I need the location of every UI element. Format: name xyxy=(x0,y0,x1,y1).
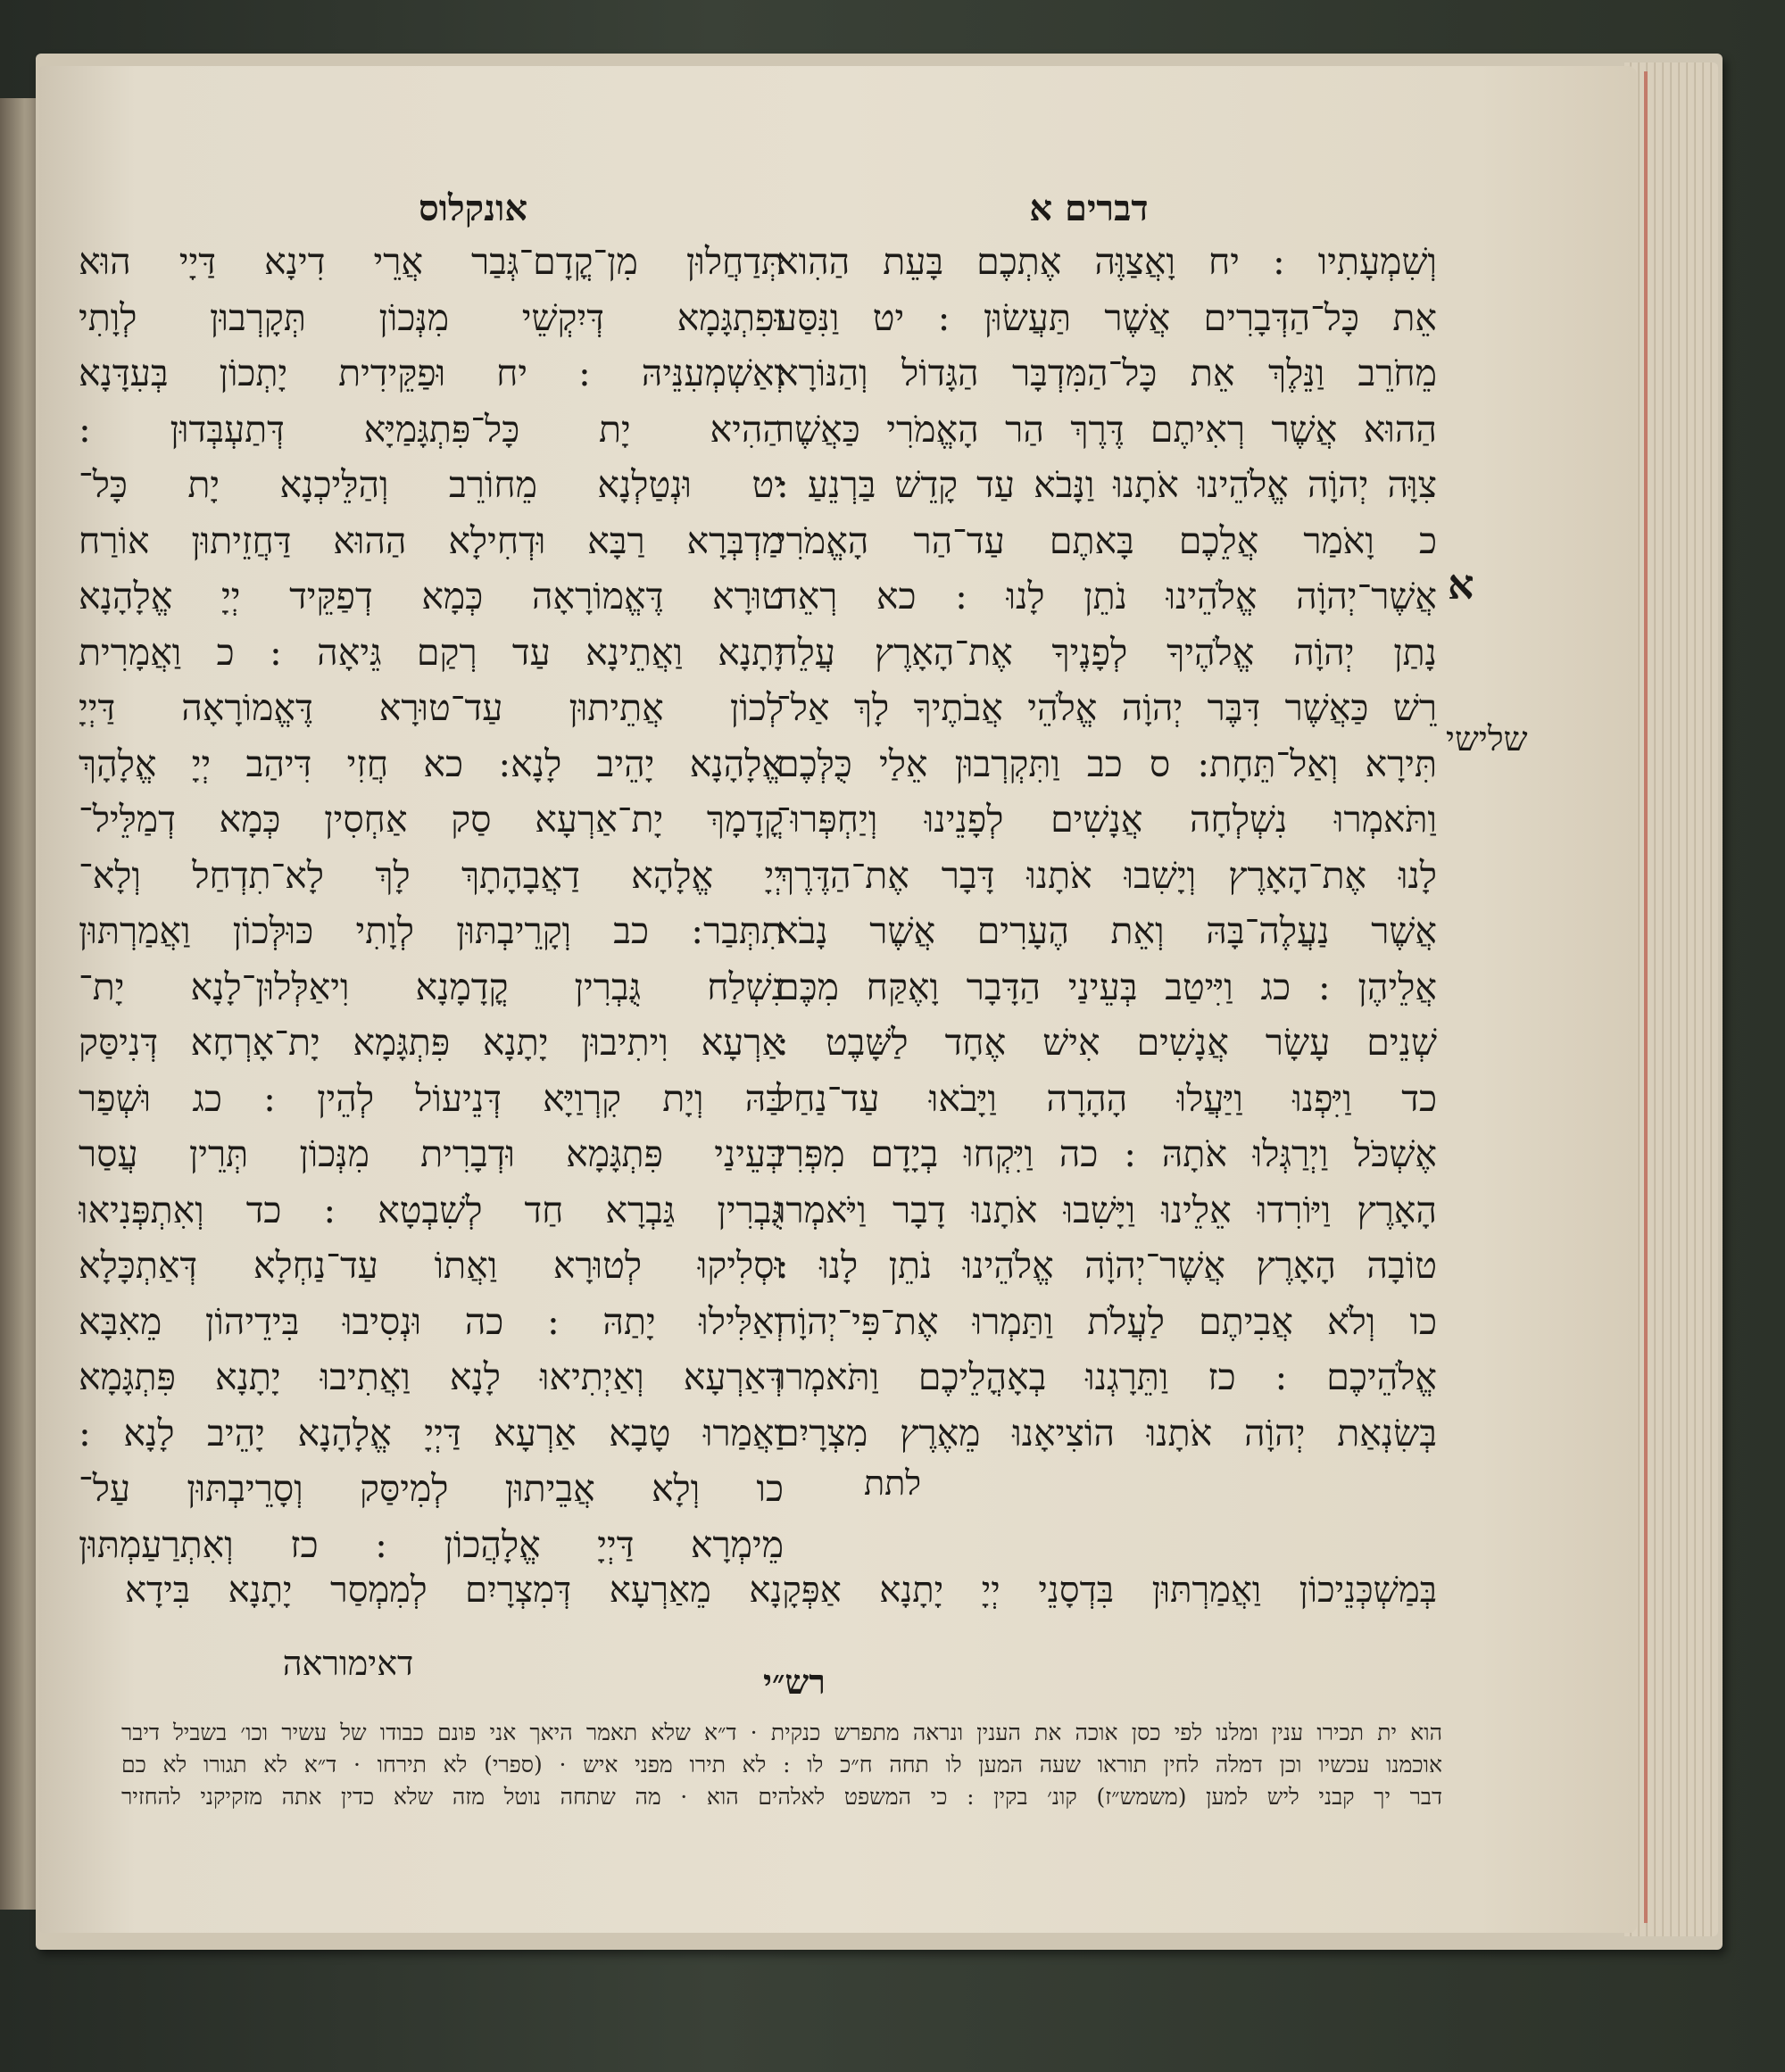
running-header-book: דברים א xyxy=(1029,187,1149,229)
rashi-line: אוכמנו עכשיו וכן דמלה לחין תוראו שעה המען לו תחה ח״כ לו : לא תירו מפני איש · (ספרי) לא תירחו · ד״א לא תגורו לא כם xyxy=(121,1752,1442,1778)
onkelos-line: הַהִיא יָת כָּל־פִּתְגָּמַיָּא דְּתַעְבְּדוּן : xyxy=(79,407,784,451)
torah-line: אֲלֵיהֶן : כג וַיִּיטַב בְּעֵינַי הַדָּבָר וָאֶקַּח מִכֶּם xyxy=(776,965,1437,1008)
torah-line: לָנוּ אֶת־הָאָרֶץ וְיָשִׁבוּ אֹתָנוּ דָּבָר אֶת־הַדֶּרֶךְ xyxy=(776,853,1437,897)
margin-aliyah-marker: שלישי xyxy=(1446,719,1528,758)
red-edge-line xyxy=(1644,71,1648,1923)
onkelos-line: וּפִתְגָּמָא דְּיִקְשֵׁי מִנְּכוֹן תְּקָרְבוּן לְוָתִי xyxy=(79,295,784,339)
onkelos-line: טוּרָא דֶּאֱמוֹרָאָה כְּמָא דְפַקֵּיד יְיָ אֱלָהָנָא xyxy=(79,575,784,617)
onkelos-line: יט וּנְטַלְנָא מֵחוֹרֵב וְהַלֵּיכְנָא יָת כָּל־ xyxy=(79,463,784,506)
torah-line: טוֹבָה הָאָרֶץ אֲשֶׁר־יְהוָֹה אֱלֹהֵינוּ נֹתֵן לָנוּ : xyxy=(776,1244,1437,1287)
onkelos-column xyxy=(79,234,784,1572)
torah-line: תִּירָא וְאַל־תֵּחָת: ס כב וַתִּקְרְבוּן אֵלַי כֻּלְּכֶם xyxy=(776,742,1437,785)
full-width-line: בְּמַשְׁכְּנֵיכוֹן וַאֲמַרְתּוּן בִּדְסָנֵי יְיָ יָתָנָא אַפְּקָנָא מֵאַרְעָא דְּמִצְרָיִם לְמִמְסַר יָתָנָא בִּידָא xyxy=(125,1570,1437,1611)
onkelos-line: תִתְּבַר: כב וְקָרֵיבְתּוּן לְוָתִי כּוּלְּכוֹן וַאֲמַרְתּוּן xyxy=(79,909,784,952)
rashi-line: דבר יך קבני ליש למען (משמש״ז) קונ׳ בקין : כי המשפט לאלהים הוא · מה שתחה נוטל מזה שלא כדין אתה מזקיקני להחזיר xyxy=(121,1784,1442,1810)
rashi-line: הוא ית תכירו ענין ומלנו לפי כסן אוכה את הענין ונראה מתפרש כנקית · ד״א שלא תאמר היאך אני פונם כבודו של עשיר וכו׳ בשביל דיבר xyxy=(121,1720,1442,1745)
onkelos-line: בְּעֵינַי פִּתְגָּמָא וּדְבָרִית מִנְּכוֹן תְּרֵין עֲסַר xyxy=(79,1132,784,1175)
rashi-commentary xyxy=(121,1717,1442,1813)
onkelos-line: בַּהּ וְיָת קִרְוַיָּא דְּנֵיעוֹל לְהֵין : כג וּשְׁפַר xyxy=(79,1076,784,1120)
page-fore-edges xyxy=(1624,62,1718,1936)
catchword: לתת xyxy=(863,1463,922,1503)
torah-line: אֶשְׁכֹּל וַיְרַגְּלוּ אֹתָהּ : כה וַיִּקְחוּ בְיָדָם מִפְּרִי xyxy=(776,1132,1437,1175)
torah-line: אֲשֶׁר־יְהוָֹה אֱלֹהֵינוּ נֹתֵן לָנוּ : כא רְאֵה xyxy=(776,575,1437,617)
torah-line: הָאָרֶץ וַיּוֹרִדוּ אֵלֵינוּ וַיָּשִׁבוּ אֹתָנוּ דָבָר וַיֹּאמְרוּ xyxy=(776,1188,1437,1231)
onkelos-line: לְכוֹן אֲתֵיתוּן עַד־טוּרָא דֶּאֱמוֹרָאָה דַּיְיָ xyxy=(79,686,784,729)
torah-line: שְׁנֵים עָשָׂר אֲנָשִׁים אִישׁ אֶחָד לַשָּׁבֶט : xyxy=(776,1021,1437,1064)
torah-line: וְשִׁמְעָתִיו : יח וָאֲצַוֶּה אֶתְכֶם בָּעֵת הַהִוא xyxy=(776,240,1437,283)
onkelos-catchword: דאימוראה xyxy=(282,1644,414,1683)
torah-line: הַהוּא אֲשֶׁר רְאִיתֶם דֶּרֶךְ הַר הָאֱמֹרִי כַּאֲשֶׁר xyxy=(776,407,1437,451)
margin-chapter-letter: א xyxy=(1448,560,1474,609)
onkelos-line: קֳדָמָךְ יָת־אַרְעָא סַק אַחְסִין כְּמָא דְמַלֵּיל־ xyxy=(79,798,784,841)
onkelos-line: וּסְלִיקוּ לְטוּרָא וַאֲתוֹ עַד־נַחְלָא דְּאַתְכָּלָא xyxy=(79,1244,784,1287)
onkelos-line: מַדְבְּרָא רַבָּא וּדְחִילָא הַהוּא דַּחֲזֵיתוּן אוֹרַח xyxy=(79,518,784,562)
onkelos-line: כו וְלָא אֲבֵיתוּן לְמִיסַּק וְסָרֵיבְתּוּן עַל־ xyxy=(79,1467,784,1510)
onkelos-line: יְיָ אֱלָהָא דַאֲבָהָתָךְ לָךְ לָא־תִדְחַל וְלָא־ xyxy=(79,853,784,897)
torah-line: רֵשׁ כַּאֲשֶׁר דִּבֶּר יְהוָֹה אֱלֹהֵי אֲבֹתֶיךָ לָךְ אַל־ xyxy=(776,686,1437,729)
torah-line: בְּשִׂנְאַת יְהוָֹה אֹתָנוּ הוֹצִיאָנוּ מֵאֶרֶץ מִצְרָיִם xyxy=(776,1411,1437,1455)
onkelos-line: יָתָנָא וַאֲתֵינָא עַד רְקַם גֵּיאָה : כ וַאֲמָרִית xyxy=(79,630,784,674)
torah-line: וַתֹּאמְרוּ נִשְׁלְחָה אֲנָשִׁים לְפָנֵינוּ וְיַחְפְּרוּ־ xyxy=(776,798,1437,841)
onkelos-line: תְּדַחֲלוּן מִן־קֳדָם־גְּבַר אֲרֵי דִינָא דַּיָי הוּא xyxy=(79,240,784,283)
torah-column xyxy=(776,234,1437,1461)
torah-line: כ וָאֹמַר אֲלֵכֶם בָּאתֶם עַד־הַר הָאֱמֹרִי xyxy=(776,518,1437,562)
onkelos-line: נִשְׁלַח גֻּבְרִין קֳדָמָנָא וִיאַלְּלוּן־לָנָא יָת־ xyxy=(79,965,784,1008)
torah-line: אֵת כָּל־הַדְּבָרִים אֲשֶׁר תַּעֲשׂוּן : יט וַנִּסַּע xyxy=(776,295,1437,339)
torah-line: כו וְלֹא אֲבִיתֶם לַעֲלֹת וַתַּמְרוּ אֶת־פִּי־יְהוָֹה xyxy=(776,1299,1437,1343)
running-header-onkelos: אונקלוס xyxy=(418,187,528,229)
torah-line: כד וַיִּפְנוּ וַיַּעֲלוּ הָהָרָה וַיָּבֹאוּ עַד־נַחַל xyxy=(776,1076,1437,1120)
torah-line: מֵחֹרֵב וַנֵּלֶךְ אֵת כָּל־הַמִּדְבָּר הַגָּדוֹל וְהַנּוֹרָא xyxy=(776,352,1437,394)
onkelos-line: דְּאַרְעָא וְאַיְתִיאוּ לָנָא וַאֲתִיבוּ יָתָנָא פִּתְגָּמָא xyxy=(79,1355,784,1398)
onkelos-line: מֵימְרָא דַּיְיָ אֱלָהֲכוֹן : כז וְאִתְרַעַמְתּוּן xyxy=(79,1522,784,1566)
onkelos-line: וְאַלִּילוּ יָתַהּ : כה וּנְסִיבוּ בִּידֵיהוֹן מֵאִבָּא xyxy=(79,1299,784,1343)
torah-line: צִוָּה יְהוָֹה אֱלֹהֵינוּ אֹתָנוּ וַנָּבֹא עַד קָדֵשׁ בַּרְנֵעַ : xyxy=(776,463,1437,506)
torah-line: אֲשֶׁר נַעֲלֶה־בָּהּ וְאֵת הֶעָרִים אֲשֶׁר נָבֹא xyxy=(776,909,1437,952)
onkelos-line: אֱלָהָנָא יָהֵיב לָנָא: כא חֲזִי דִּיהַב יְיָ אֱלָהָךְ xyxy=(79,742,784,785)
onkelos-line: אַרְעָא וִיתִיבוּן יָתָנָא פִּתְגָּמָא יָת־אָרְחָא דְּנִיסַּק xyxy=(79,1021,784,1064)
rashi-heading: רש״י xyxy=(763,1662,826,1702)
onkelos-line: וְאַשְׁמְעִנֵּיהּ : יח וּפַקֵּידִית יָתְכוֹן בְּעִדָּנָא xyxy=(79,352,784,394)
onkelos-line: וַאֲמַרוּ טָבָא אַרְעָא דַּיְיָ אֱלָהָנָא יָהֵיב לָנָא : xyxy=(79,1411,784,1455)
onkelos-line: גֻּבְרִין גַּבְרָא חַד לְשִׁבְטָא : כד וְאִתְפְּנִיאוּ xyxy=(79,1188,784,1231)
torah-line: אֱלֹהֵיכֶם : כז וַתֵּרָגְנוּ בְאָהֳלֵיכֶם וַתֹּאמְרוּ xyxy=(776,1355,1437,1398)
torah-line: נָתַן יְהוָֹה אֱלֹהֶיךָ לְפָנֶיךָ אֶת־הָאָרֶץ עֲלֵה xyxy=(776,630,1437,674)
